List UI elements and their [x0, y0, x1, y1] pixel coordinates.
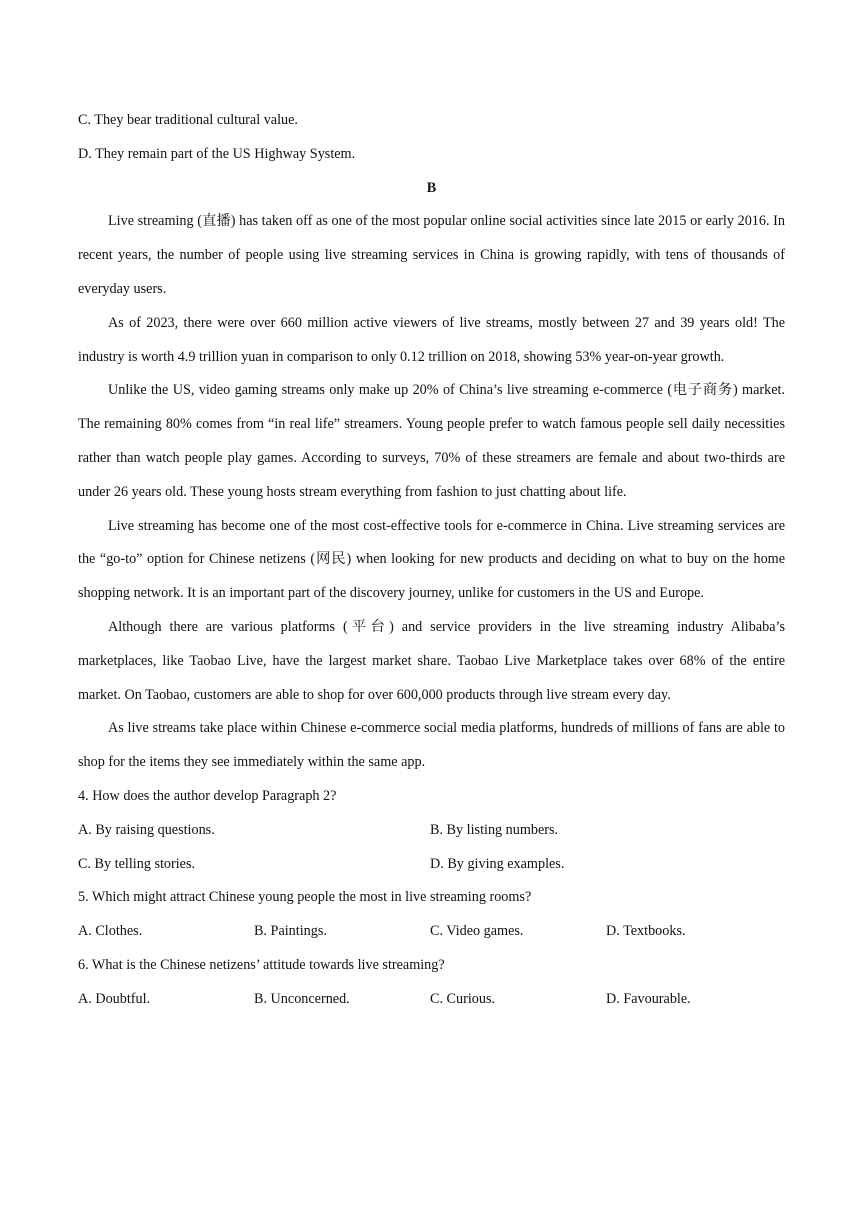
question-4-option-d: D. By giving examples.	[430, 855, 565, 872]
question-5-option-c: C. Video games.	[430, 923, 524, 940]
question-4-options-row-2	[78, 848, 785, 882]
prev-option-c: C. They bear traditional cultural value.	[78, 112, 298, 128]
question-6-option-b: B. Unconcerned.	[254, 990, 350, 1007]
section-title: B	[426, 179, 437, 196]
question-6-option-c: C. Curious.	[430, 990, 496, 1007]
passage-paragraph-3: Unlike the US, video gaming streams only make up 20% of China’s live streaming e-commerce (电子商务) market. The remaining 80% comes from “in real life” streamers. Young people prefer to watch famous people sell daily necessities rather than watch people play games. According to surveys, 70% of these streamers are female and about two-thirds are under 26 years old. These young hosts stream everything from fashion to just chatting about life.	[78, 382, 785, 500]
question-4-stem: 4. How does the author develop Paragraph 2?	[78, 787, 337, 804]
question-5-option-d: D. Textbooks.	[606, 923, 686, 940]
question-6-options	[78, 983, 785, 1017]
question-5-stem: 5. Which might attract Chinese young people the most in live streaming rooms?	[78, 889, 532, 906]
question-5-options	[78, 915, 785, 949]
passage-paragraph-4: Live streaming has become one of the most cost-effective tools for e-commerce in China. Live streaming services are the “go-to” option for Chinese netizens (网民) when looking for new products and deciding on what to buy on the home shopping network. It is an important part of the discovery journey, unlike for customers in the US and Europe.	[78, 517, 785, 602]
question-4-option-b: B. By listing numbers.	[430, 821, 559, 838]
passage-paragraph-2: As of 2023, there were over 660 million active viewers of live streams, mostly between 27 and 39 years old! The industry is worth 4.9 trillion yuan in comparison to only 0.12 trillion on 2018, showing 53% year-on-year growth.	[78, 314, 785, 365]
question-6-option-d: D. Favourable.	[606, 990, 691, 1007]
question-5-option-b: B. Paintings.	[254, 923, 327, 940]
question-6-option-a: A. Doubtful.	[78, 990, 151, 1007]
question-5-option-a: A. Clothes.	[78, 923, 143, 940]
passage-paragraph-1: Live streaming (直播) has taken off as one of the most popular online social activities since late 2015 or early 2016. In recent years, the number of people using live streaming services in China is growing rapidly, with tens of thousands of everyday users.	[78, 213, 785, 297]
question-4-option-c: C. By telling stories.	[78, 855, 196, 872]
passage-paragraph-6: As live streams take place within Chinese e-commerce social media platforms, hundreds of millions of fans are able to shop for the items they see immediately within the same app.	[78, 720, 785, 771]
document-page	[78, 104, 785, 1017]
prev-option-d: D. They remain part of the US Highway System.	[78, 145, 356, 162]
question-4-option-a: A. By raising questions.	[78, 821, 215, 838]
passage-paragraph-5: Although there are various platforms (平台) and service providers in the live streaming industry Alibaba’s marketplaces, like Taobao Live, have the largest market share. Taobao Live Marketplace takes over 68% of the entire market. On Taobao, customers are able to shop for over 600,000 products through live stream every day.	[78, 618, 785, 703]
question-4-options-row-1	[78, 814, 785, 848]
question-6-stem: 6. What is the Chinese netizens’ attitude towards live streaming?	[78, 956, 445, 973]
